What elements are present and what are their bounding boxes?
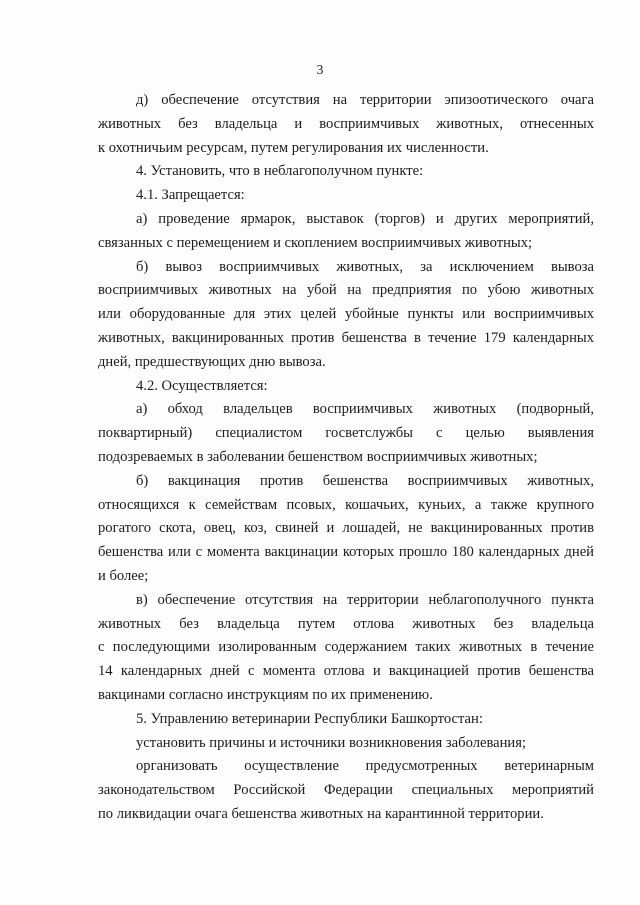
document-body bbox=[98, 89, 594, 827]
paragraph-10-line-1: 5. Управлению ветеринарии Республики Башкортостан: bbox=[136, 710, 483, 727]
paragraph-4-line-2: связанных с перемещением и скоплением восприимчивых животных; bbox=[98, 234, 533, 251]
paragraph-8-line-1: б) вакцинация против бешенства восприимчивых животных, bbox=[136, 472, 594, 489]
paragraph-7-line-2: поквартирный) специалистом госветслужбы с целью выявления bbox=[98, 425, 594, 442]
paragraph-9-line-1: в) обеспечение отсутствия на территории неблагополучного пункта bbox=[136, 591, 594, 608]
paragraph-5-line-2: восприимчивых животных на убой на предприятия по убою животных bbox=[98, 282, 594, 299]
paragraph-5-line-5: дней, предшествующих дню вывоза. bbox=[98, 353, 326, 370]
paragraph-4-line-1: а) проведение ярмарок, выставок (торгов) и других мероприятий, bbox=[136, 210, 594, 227]
paragraph-1-line-3: к охотничьим ресурсам, путем регулирования их численности. bbox=[98, 139, 489, 156]
paragraph-7-line-1: а) обход владельцев восприимчивых животных (подворный, bbox=[136, 401, 594, 418]
paragraph-9-line-3: с последующими изолированным содержанием таких животных в течение bbox=[98, 639, 594, 656]
paragraph-8-line-3: рогатого скота, овец, коз, свиней и лошадей, не вакцинированных против bbox=[98, 520, 594, 537]
paragraph-9-line-4: 14 календарных дней с момента отлова и вакцинацией против бешенства bbox=[98, 663, 594, 680]
paragraph-6-line-1: 4.2. Осуществляется: bbox=[136, 377, 268, 394]
paragraph-12-line-2: законодательством Российской Федерации специальных мероприятий bbox=[98, 782, 594, 799]
paragraph-12-line-1: организовать осуществление предусмотренных ветеринарным bbox=[136, 758, 594, 775]
paragraph-1-line-2: животных без владельца и восприимчивых животных, отнесенных bbox=[98, 115, 594, 132]
paragraph-1-line-1: д) обеспечение отсутствия на территории эпизоотического очага bbox=[136, 92, 594, 108]
paragraph-12-line-3: по ликвидации очага бешенства животных на карантинной территории. bbox=[98, 805, 544, 822]
paragraph-5-line-3: или оборудованные для этих целей убойные пункты или восприимчивых bbox=[98, 306, 594, 323]
paragraph-5-line-4: животных, вакцинированных против бешенства в течение 179 календарных bbox=[98, 329, 594, 346]
paragraph-2-line-1: 4. Установить, что в неблагополучном пункте: bbox=[136, 163, 424, 180]
page-number: 3 bbox=[316, 62, 324, 77]
paragraph-7-line-3: подозреваемых в заболевании бешенством восприимчивых животных; bbox=[98, 448, 538, 465]
paragraph-9-line-5: вакцинами согласно инструкциям по их применению. bbox=[98, 686, 433, 703]
paragraph-11-line-1: установить причины и источники возникновения заболевания; bbox=[136, 734, 527, 751]
paragraph-3-line-1: 4.1. Запрещается: bbox=[136, 187, 245, 204]
paragraph-8-line-4: бешенства или с момента вакцинации которых прошло 180 календарных дней bbox=[98, 544, 594, 561]
paragraph-8-line-2: относящихся к семействам псовых, кошачьих, куньих, а также крупного bbox=[98, 496, 594, 513]
paragraph-5-line-1: б) вывоз восприимчивых животных, за исключением вывоза bbox=[136, 258, 594, 275]
paragraph-8-line-5: и более; bbox=[98, 567, 149, 584]
paragraph-9-line-2: животных без владельца путем отлова животных без владельца bbox=[98, 615, 594, 632]
